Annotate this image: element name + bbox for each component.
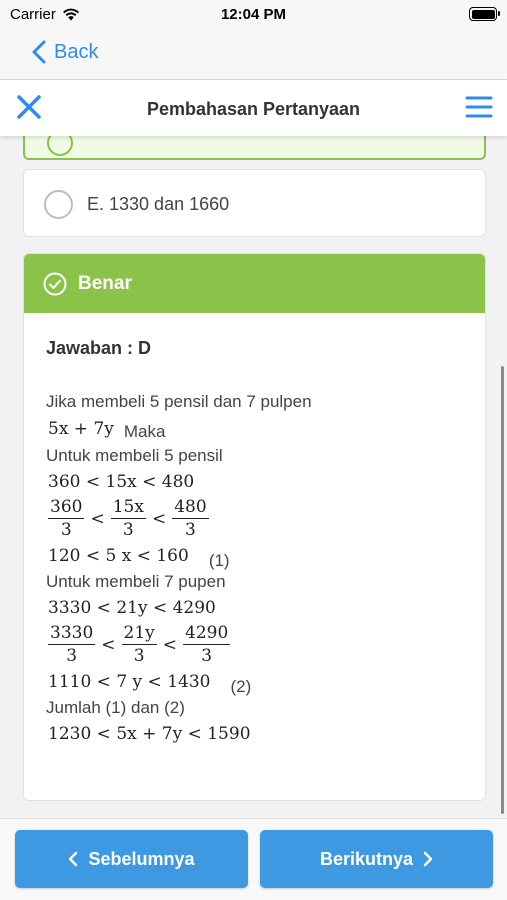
battery-icon bbox=[469, 7, 497, 21]
clock: 12:04 PM bbox=[220, 6, 287, 23]
expression-row bbox=[46, 418, 463, 440]
content-scroll[interactable] bbox=[0, 136, 507, 818]
option-d-correct[interactable] bbox=[23, 136, 486, 160]
pupen-heading: Untuk membeli 7 pupen bbox=[46, 572, 226, 591]
result-status: Benar bbox=[78, 272, 132, 294]
inequality-2: 120 < 5 x < 160 bbox=[48, 546, 189, 566]
back-button[interactable] bbox=[32, 40, 98, 64]
reference-tag: (1) bbox=[208, 551, 230, 570]
hamburger-menu-icon[interactable] bbox=[465, 95, 493, 119]
radio-selected bbox=[47, 136, 73, 156]
explanation-intro: Jika membeli 5 pensil dan 7 pulpen bbox=[46, 392, 312, 411]
expression: 5x + 7y bbox=[48, 419, 114, 439]
pensil-heading: Untuk membeli 5 pensil bbox=[46, 446, 223, 465]
fraction-row-2: $\frac{3330}{3}$ < $\frac{21y}{3}$ < $\frac{4290}{3}$ bbox=[50, 623, 229, 666]
inequality-2-row bbox=[46, 546, 463, 570]
inequality-4-row bbox=[46, 672, 463, 696]
inequality-3: 3330 < 21y < 4290 bbox=[48, 598, 216, 618]
inequality-5: 1230 < 5x + 7y < 1590 bbox=[48, 724, 251, 744]
inequality-4: 1110 < 7 y < 1430 bbox=[48, 672, 211, 692]
fraction: $\frac{360}{3}$ bbox=[50, 497, 83, 540]
fraction: $\frac{480}{3}$ bbox=[174, 497, 207, 540]
page-title: Pembahasan Pertanyaan bbox=[146, 99, 361, 119]
result-banner bbox=[24, 254, 485, 313]
explanation-body bbox=[24, 313, 485, 744]
maka-label: Maka bbox=[123, 422, 166, 441]
option-label: E. 1330 dan 1660 bbox=[87, 194, 230, 214]
chevron-left-icon bbox=[32, 40, 46, 64]
back-label: Back bbox=[54, 40, 99, 63]
fraction: $\frac{21y}{3}$ bbox=[123, 623, 155, 666]
carrier-label: Carrier bbox=[10, 6, 56, 23]
radio-button[interactable] bbox=[44, 190, 73, 219]
scrollbar[interactable] bbox=[501, 366, 504, 814]
inequality-1: 360 < 15x < 480 bbox=[48, 472, 195, 492]
fraction: $\frac{4290}{3}$ bbox=[185, 623, 229, 666]
status-bar bbox=[0, 0, 507, 30]
system-back-bar bbox=[0, 30, 507, 80]
app-header bbox=[0, 80, 507, 136]
fraction: $\frac{15x}{3}$ bbox=[112, 497, 144, 540]
previous-button[interactable] bbox=[15, 830, 248, 888]
fraction: $\frac{3330}{3}$ bbox=[50, 623, 94, 666]
reference-tag: (2) bbox=[230, 677, 252, 696]
chevron-left-icon bbox=[68, 851, 78, 867]
answer-label: Jawaban : D bbox=[46, 338, 152, 358]
next-label: Berikutnya bbox=[319, 848, 414, 869]
previous-label: Sebelumnya bbox=[88, 848, 195, 869]
option-e[interactable] bbox=[23, 169, 486, 237]
chevron-right-icon bbox=[423, 851, 433, 867]
fraction-row-1: $\frac{360}{3}$ < $\frac{15x}{3}$ < $\frac{480}{3}$ bbox=[50, 497, 207, 540]
bottom-navigation bbox=[0, 818, 507, 900]
sum-heading: Jumlah (1) dan (2) bbox=[46, 698, 185, 717]
next-button[interactable] bbox=[260, 830, 493, 888]
explanation-card bbox=[23, 253, 486, 801]
check-circle-icon bbox=[43, 272, 67, 296]
